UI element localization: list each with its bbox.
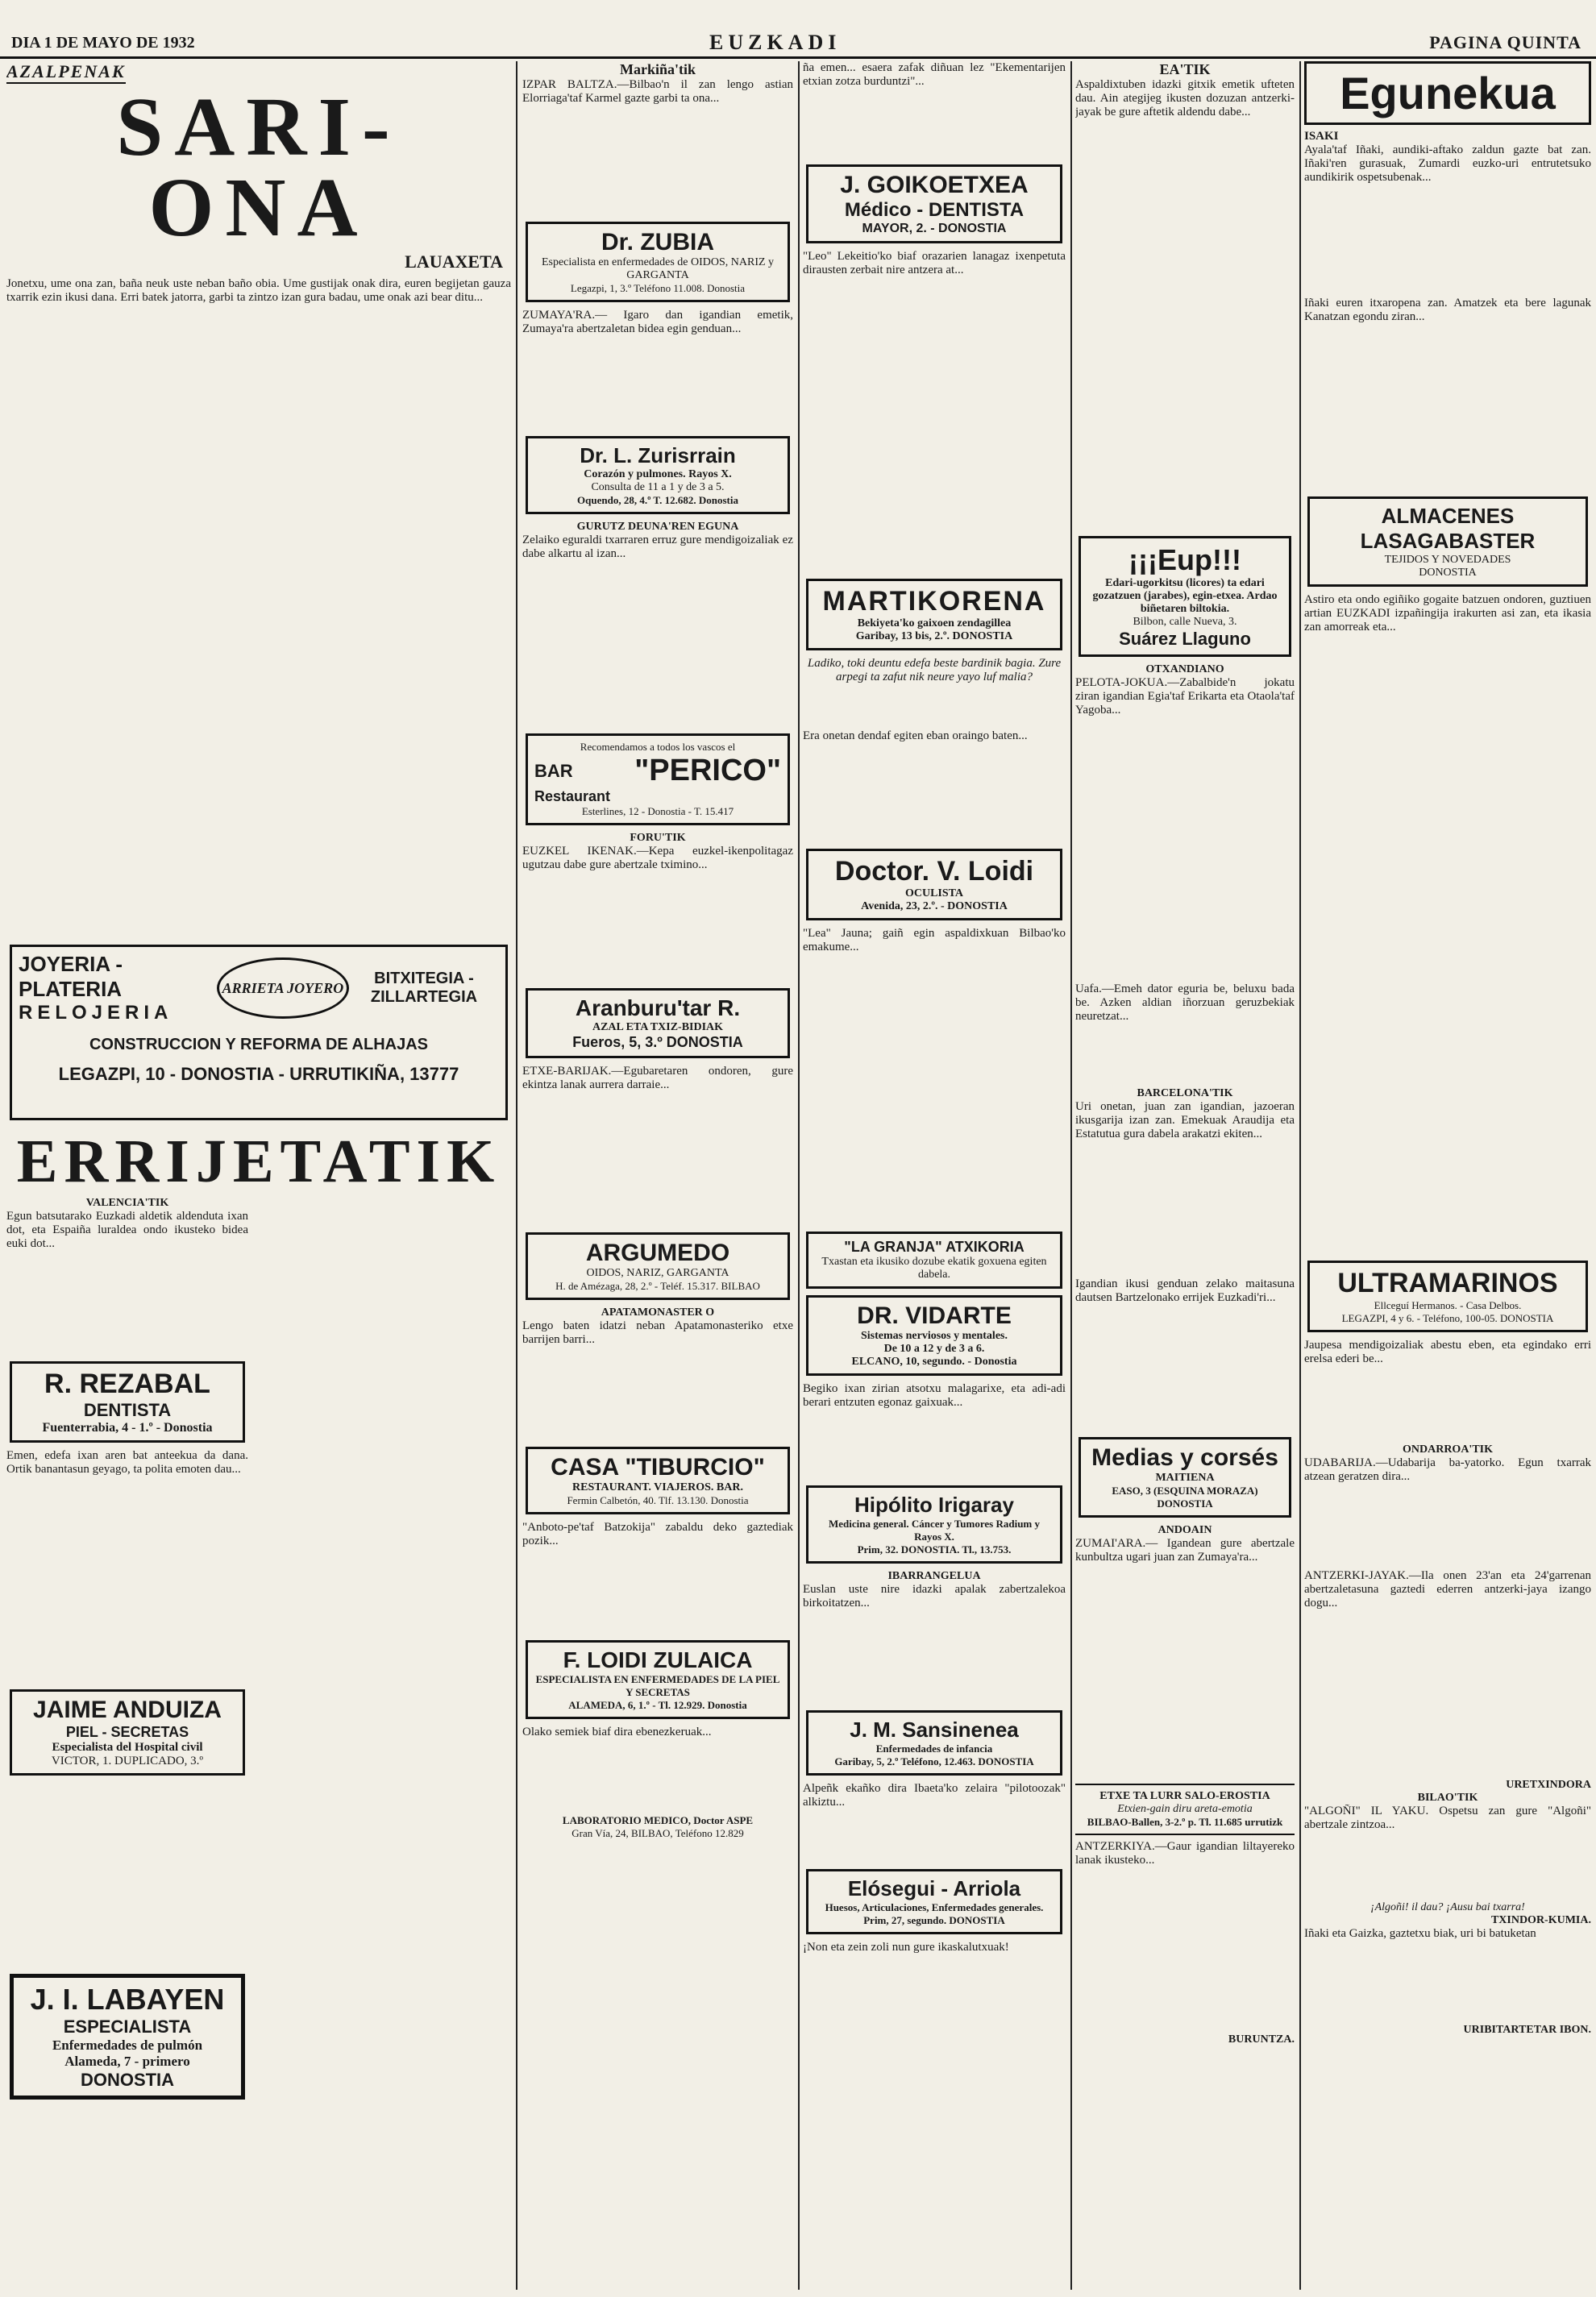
subhead: ETXE TA LURR SALO-EROSTIA (1099, 1790, 1270, 1802)
ad-title: Médico - DENTISTA (844, 199, 1025, 221)
ad-name: Aranburu'tar R. (575, 995, 741, 1020)
ad-line: MAITIENA (1155, 1472, 1215, 1484)
ad-line: Corazón y pulmones. Rayos X. (584, 468, 732, 480)
article-title: SARI-ONA (116, 81, 401, 254)
ad-line: Restaurant (534, 788, 611, 804)
ad-anduiza (10, 1689, 245, 1776)
ad-line: Medicina general. Cáncer y Tumores Radium y Rayos X. (828, 1518, 1041, 1543)
ad-title: ESPECIALISTA (63, 2017, 192, 2037)
paragraph: IZPAR BALTZA.—Bilbao'n il zan lengo astian Elorriaga'taf Karmel gazte garbi ta ona... (522, 78, 793, 105)
column-rule (1299, 61, 1301, 2290)
section-title: ERRIJETATIK (16, 1128, 501, 1195)
ad-name: ARGUMEDO (585, 1240, 730, 1266)
ad-title: PIEL - SECRETAS (65, 1724, 189, 1740)
ad-address: ALAMEDA, 6, 1.º - Tl. 12.929. Donostia (568, 1699, 747, 1711)
paragraph: ETXE-BARIJAK.—Egubaretaren ondoren, gure ekintza lanak aurrera darraie... (522, 1065, 793, 1091)
ad-address: Avenida, 23, 2.º. - DONOSTIA (861, 900, 1008, 912)
ad-line: CONSTRUCCION Y REFORMA DE ALHAJAS (89, 1036, 429, 1053)
ad-address: ELCANO, 10, segundo. - Donostia (851, 1356, 1017, 1368)
ad-zubia (526, 222, 790, 302)
column-2 (522, 61, 793, 2290)
ad-name: Dr. ZUBIA (601, 229, 714, 255)
ad-title: DENTISTA (83, 1400, 172, 1420)
paragraph: Euslan uste nire idazki apalak zabertzalekoa birkoitatzen... (803, 1583, 1066, 1610)
ad-line: Especialista en enfermedades de OIDOS, NARIZ y GARGANTA (541, 256, 775, 281)
arrieta-logo: ARRIETA JOYERO (217, 957, 349, 1019)
paragraph: Zelaiko eguraldi txarraren erruz gure mendigoizaliak ez dabe alkartu al izan... (522, 534, 793, 560)
ad-line: Huesos, Articulaciones, Enfermedades generales. (825, 1901, 1044, 1913)
paragraph: EUZKEL IKENAK.—Kepa euzkel-ikenpolitagaz ugutzau dabe gure abertzale tximino... (522, 845, 793, 871)
ad-name: DR. VIDARTE (857, 1302, 1012, 1329)
column-rule (1070, 61, 1072, 2290)
ad-name: Elósegui - Arriola (847, 1876, 1021, 1900)
paragraph: Igandian ikusi genduan zelako maitasuna dautsen Bartzelonako errijek Euzkadi'ri... (1075, 1277, 1295, 1304)
paragraph: Iñaki euren itxaropena zan. Amatzek eta bere lagunak Kanatzan egondu ziran... (1304, 297, 1591, 323)
ad-name: Doctor. V. Loidi (834, 856, 1034, 887)
signature: URIBITARTETAR IBON. (1463, 2024, 1591, 2036)
ad-title: OCULISTA (904, 887, 964, 899)
ad-zurisrrain (526, 436, 790, 514)
ad-address: Esterlines, 12 - Donostia - T. 15.417 (581, 805, 734, 817)
paragraph: Jaupesa mendigoizaliak abestu eben, eta egindako erri erelsa ederi be... (1304, 1339, 1591, 1365)
ad-address: Prim, 32. DONOSTIA. Tl., 13.753. (857, 1543, 1012, 1556)
ad-line: LABORATORIO MEDICO, Doctor ASPE (562, 1814, 754, 1826)
ad-line: RESTAURANT. VIAJEROS. BAR. (572, 1481, 743, 1493)
paragraph: UDABARIJA.—Udabarija ba-yatorko. Egun txarrak atzean geratzen dira... (1304, 1456, 1591, 1483)
ad-name: CASA "TIBURCIO" (551, 1454, 765, 1481)
column-title: Egunekua (1304, 61, 1591, 125)
ad-address: Fueros, 5, 3.º DONOSTIA (572, 1034, 743, 1050)
ad-line: Consulta de 11 a 1 y de 3 a 5. (591, 481, 725, 493)
issue-date: DIA 1 DE MAYO DE 1932 (11, 34, 195, 52)
ad-joyeria (10, 945, 508, 1120)
paragraph: Emen, edefa ixan aren bat anteekua da dana. Ortik banantasun geyago, ta polita emoten dau... (6, 1449, 248, 1476)
ad-medias (1079, 1437, 1291, 1518)
ad-line: TEJIDOS Y NOVEDADES (1384, 554, 1511, 566)
ad-brand: Suárez Llaguno (1119, 629, 1251, 649)
column-5 (1304, 61, 1591, 2290)
ad-city: DONOSTIA (80, 2070, 175, 2090)
ad-goikoetxea (806, 164, 1062, 243)
ad-loidi (806, 849, 1062, 920)
paragraph: Jonetxu, ume ona zan, baña neuk uste neban baño obia. Ume gustijak onak dira, euren begijetan gauza txarrik ezin ikusi dana. Erri batek jatorra, garbi ta zintzo izan gura badau, ume onak azi bear ditu... (6, 277, 511, 304)
ad-loidi-zulaica (526, 1640, 790, 1719)
ad-address: Alameda, 7 - primero (64, 2054, 190, 2069)
ad-line: Etxien-gain diru areta-emotia (1117, 1803, 1253, 1815)
subhead: GURUTZ DEUNA'REN EGUNA (576, 521, 739, 533)
subhead: APATAMONASTER O (601, 1306, 715, 1319)
column-3 (803, 61, 1066, 2290)
ad-address: LEGAZPI, 4 y 6. - Teléfono, 100-05. DONOSTIA (1341, 1312, 1554, 1324)
subhead: Markiña'tik (619, 61, 696, 77)
paragraph: PELOTA-JOKUA.—Zabalbide'n jokatu ziran igandian Egia'taf Erikarta eta Otaola'taf Yagoba... (1075, 676, 1295, 717)
paragraph: Alpeñk ekañko dira Ibaeta'ko zelaira "pilotoozak" alkiztu... (803, 1782, 1066, 1809)
ad-name: ALMACENES LASAGABASTER (1360, 504, 1536, 553)
paragraph: "ALGOÑI" IL YAKU. Ospetsu zan gure "Algoñi" abertzale zintzoa... (1304, 1805, 1591, 1831)
article-body (6, 277, 511, 938)
ad-argumedo (526, 1232, 790, 1300)
ad-perico (526, 733, 790, 825)
ad-address: VICTOR, 1. DUPLICADO, 3.º (51, 1755, 204, 1767)
paragraph: Astiro eta ondo egiñiko gogaite batzuen ondoren, guztiuen artian EUZKADI izpañingija irakurten asi zan, eta ikasia zan amorreak eta... (1304, 593, 1591, 633)
ad-line: Bekiyeta'ko gaixoen zendagillea (857, 617, 1012, 629)
paragraph: "Anboto-pe'taf Batzokija" zabaldu deko gaztediak pozik... (522, 1521, 793, 1547)
byline: LAUAXETA (405, 251, 503, 272)
subhead: IBARRANGELUA (887, 1570, 981, 1582)
ad-address: DONOSTIA (1419, 567, 1477, 579)
subhead: ANDOAIN (1158, 1524, 1212, 1536)
paragraph: ña emen... esaera zafak diñuan lez "Ekementarijen etxian zotza burduntzi"... (803, 61, 1066, 88)
paragraph: Lengo baten idatzi neban Apatamonasteriko etxe barrijen barri... (522, 1319, 793, 1346)
paragraph: Era onetan dendaf egiten eban oraingo baten... (803, 729, 1028, 742)
kicker: AZALPENAK (6, 61, 126, 84)
ad-name: J. GOIKOETXEA (840, 172, 1029, 198)
ad-line: Especialista del Hospital civil (52, 1741, 203, 1754)
signature: BURUNTZA. (1228, 2033, 1295, 2046)
ad-line: OIDOS, NARIZ, GARGANTA (586, 1267, 729, 1279)
ad-address: Bilbon, calle Nueva, 3. (1133, 616, 1237, 628)
paragraph: Begiko ixan zirian atsotxu malagarixe, eta adi-adi berari entzuten egonaz gaixuak... (803, 1382, 1066, 1409)
ad-address: MAYOR, 2. - DONOSTIA (862, 222, 1007, 235)
paragraph: ZUMAI'ARA.— Igandean gure abertzale kunbultza ugari juan zan Zumaya'ra... (1075, 1537, 1295, 1564)
ad-martikorena (806, 579, 1062, 650)
paragraph: "Leo" Lekeitio'ko biaf orazarien lanagaz ixenpetuta dirausten zerbait nire antzera at... (803, 250, 1066, 276)
ad-name: J. I. LABAYEN (30, 1983, 225, 2016)
paragraph: Egun batsutarako Euzkadi aldetik aldenduta ixan dot, eta Espaiña luraldea ondo ikusteko bidea euki dot... (6, 1210, 248, 1250)
ad-address: Garibay, 13 bis, 2.º. DONOSTIA (855, 630, 1013, 642)
subhead: EA'TIK (1159, 61, 1211, 77)
subhead: OTXANDIANO (1145, 663, 1224, 675)
poem: ¡Algoñi! il dau? ¡Ausu bai txarra! (1370, 1901, 1525, 1913)
paper-name: EUZKADI (709, 31, 842, 54)
page-label: PAGINA QUINTA (1429, 32, 1581, 52)
ad-sansinenea (806, 1710, 1062, 1776)
ad-line: Enfermedades de pulmón (52, 2037, 203, 2053)
ad-ultramarinos (1307, 1261, 1588, 1332)
ad-elosegui (806, 1869, 1062, 1934)
paragraph: Uri onetan, juan zan igandian, jazoeran ikusgarija izan zan. Emekuak Araudija eta Estatutua gura dabela arakatzi ekiten... (1075, 1100, 1295, 1140)
ad-aranburu (526, 988, 790, 1058)
masthead (0, 0, 1596, 59)
subhead: ONDARROA'TIK (1402, 1443, 1493, 1456)
paragraph: Ayala'taf Iñaki, aundiki-aftako zaldun gazte bat zan. Iñaki'ren gurasuak, Zumardi euzko-uri entrutetsuko aundikirik ospetsubenak... (1304, 143, 1591, 184)
ad-line: JOYERIA - PLATERIA (19, 952, 123, 1001)
ad-line: RELOJERIA (19, 1002, 173, 1024)
ad-line: Recomendamos a todos los vascos el (580, 741, 736, 753)
ad-address: Garibay, 5, 2.º Teléfono, 12.463. DONOSTIA (834, 1755, 1034, 1767)
paragraph: Iñaki eta Gaizka, gaztetxu biak, uri bi batuketan (1304, 1927, 1536, 1940)
paragraph: "Lea" Jauna; gaiñ egin aspaldixkuan Bilbao'ko emakume... (803, 927, 1066, 953)
ad-address: Fermin Calbetón, 40. Tlf. 13.130. Donostia (567, 1494, 749, 1506)
ad-name: "PERICO" (634, 754, 781, 787)
ad-eup (1079, 536, 1291, 657)
ad-name: MARTIKORENA (822, 586, 1046, 617)
ad-line: BAR (534, 760, 573, 781)
ad-address: Gran Vía, 24, BILBAO, Teléfono 12.829 (571, 1827, 744, 1839)
ad-name: F. LOIDI ZULAICA (563, 1647, 753, 1672)
ad-address: Oquendo, 28, 4.º T. 12.682. Donostia (577, 494, 738, 506)
ad-name: Hipólito Irigaray (854, 1493, 1014, 1517)
ad-name: J. M. Sansinenea (850, 1718, 1019, 1742)
paragraph: ANTZERKI-JAYAK.—Ila onen 23'an eta 24'garrenan abertzaletasuna gaztedi ederren antzerki-jaya izango dogu... (1304, 1569, 1591, 1610)
ad-name: JAIME ANDUIZA (33, 1697, 222, 1723)
ad-name: R. REZABAL (44, 1369, 210, 1399)
ad-tiburcio (526, 1447, 790, 1514)
ad-address: EASO, 3 (ESQUINA MORAZA) DONOSTIA (1112, 1485, 1258, 1510)
paragraph: ANTZERKIYA.—Gaur igandian liltayereko lanak ikusteko... (1075, 1840, 1295, 1867)
ad-address: H. de Amézaga, 28, 2.º - Teléf. 15.317. BILBAO (555, 1280, 760, 1292)
signature: TXINDOR-KUMIA. (1490, 1914, 1591, 1926)
column-rule (516, 61, 517, 2290)
ad-name: ULTRAMARINOS (1337, 1268, 1558, 1298)
subhead: ISAKI (1304, 130, 1339, 143)
paragraph: ZUMAYA'RA.— Igaro dan igandian emetik, Zumaya'ra abertzaletan bidea egin genduan... (522, 309, 793, 335)
ad-aspe (522, 1814, 793, 1840)
column-1 (6, 61, 511, 2290)
paragraph: Aspaldixtuben idazki gitxik emetik ufteten dau. Ain ategijeg ikusten dozuzan antzerki-jayak be gure aftetik aldendu dabe... (1075, 78, 1295, 118)
ad-name: Dr. L. Zurisrrain (580, 443, 736, 467)
paragraph: Uafa.—Emeh dator eguria be, beluxu bada be. Azken aldian iñorzuan geruzbekiak neuretzat... (1075, 982, 1295, 1023)
column-rule (798, 61, 800, 2290)
subhead: FORU'TIK (630, 832, 686, 844)
ad-la-granja (806, 1232, 1062, 1289)
ad-line: Enfermedades de infancia (875, 1742, 993, 1755)
ad-rezabal (10, 1361, 245, 1443)
ad-line: ESPECIALISTA EN ENFERMEDADES DE LA PIEL Y SECRETAS (535, 1673, 780, 1698)
ad-irigaray (806, 1485, 1062, 1564)
ad-vidarte (806, 1295, 1062, 1376)
subhead: VALENCIA'TIK (85, 1197, 169, 1209)
ad-address: BILBAO-Ballen, 3-2.º p. Tl. 11.685 urrutizk (1087, 1816, 1283, 1828)
ad-address: Fuenterrabia, 4 - 1.º - Donostia (42, 1421, 213, 1435)
ad-name: Medias y corsés (1091, 1444, 1278, 1471)
paragraph: ¡Non eta zein zoli nun gure ikaskalutxuak! (803, 1941, 1009, 1954)
ad-line: De 10 a 12 y de 3 a 6. (883, 1343, 985, 1355)
poem: Ladiko, toki deuntu edefa beste bardinik bagia. Zure arpegi ta zafut nik neure yayo luf malia? (807, 657, 1062, 683)
ad-address: Prim, 27, segundo. DONOSTIA (863, 1914, 1005, 1926)
ad-line: BITXITEGIA - ZILLARTEGIA (370, 970, 478, 1006)
ad-line: Ellceguí Hermanos. - Casa Delbos. (1374, 1299, 1522, 1311)
subhead: BARCELONA'TIK (1137, 1087, 1233, 1099)
subhead: BILAO'TIK (1417, 1792, 1478, 1804)
ad-address: Legazpi, 1, 3.º Teléfono 11.008. Donostia (570, 282, 746, 294)
column-4 (1075, 61, 1295, 2290)
ad-line: LEGAZPI, 10 - DONOSTIA - URRUTIKIÑA, 13777 (58, 1064, 459, 1084)
ad-line: Edari-ugorkitsu (licores) ta edari gozatzuen (jarabes), egin-etxea. Ardao biñetaren biltokia. (1092, 577, 1278, 615)
ad-name: "LA GRANJA" ATXIKORIA (844, 1239, 1025, 1255)
ad-line: Sistemas nerviosos y mentales. (861, 1330, 1008, 1342)
ad-line: AZAL ETA TXIZ-BIDIAK (592, 1021, 724, 1033)
paragraph: Olako semiek biaf dira ebenezkeruak... (522, 1726, 712, 1738)
signature: URETXINDORA (1506, 1779, 1591, 1791)
ad-line: Txastan eta ikusiko dozube ekatik goxuena egiten dabela. (821, 1256, 1047, 1281)
ad-lasagabaster (1307, 496, 1588, 587)
ad-labayen (10, 1974, 245, 2100)
ad-name: ¡¡¡Eup!!! (1128, 543, 1241, 576)
